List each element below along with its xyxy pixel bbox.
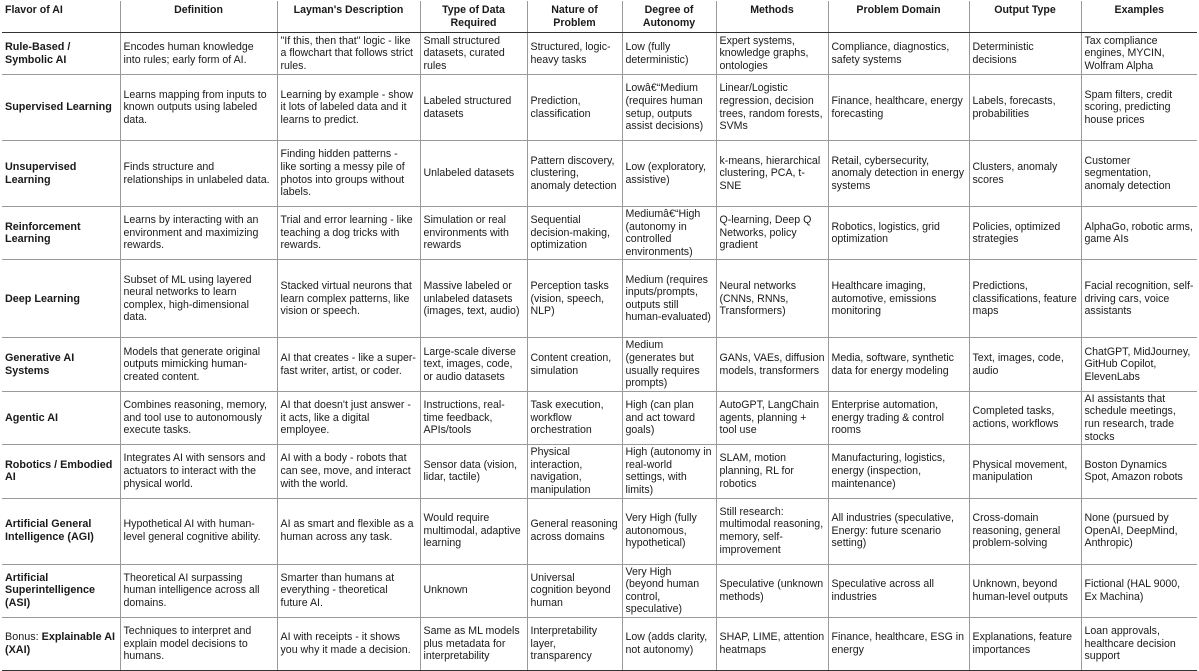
- examples-cell: Fictional (HAL 9000, Ex Machina): [1081, 564, 1197, 617]
- layman-cell: Stacked virtual neurons that learn complex patterns, like vision or speech.: [277, 260, 420, 338]
- layman-cell: Smarter than humans at everything - theoretical future AI.: [277, 564, 420, 617]
- domain-cell: Finance, healthcare, energy forecasting: [828, 75, 969, 141]
- methods-cell: k-means, hierarchical clustering, PCA, t-SNE: [716, 141, 828, 207]
- data-required-cell: Instructions, real-time feedback, APIs/tools: [420, 391, 527, 444]
- flavor-cell: [2, 617, 120, 670]
- header-domain: Problem Domain: [828, 1, 969, 33]
- flavor-cell: Deep Learning: [2, 260, 120, 338]
- problem-nature-cell: Perception tasks (vision, speech, NLP): [527, 260, 622, 338]
- header-row: [2, 1, 1197, 33]
- table-row: [2, 33, 1197, 75]
- examples-cell: Facial recognition, self-driving cars, voice assistants: [1081, 260, 1197, 338]
- ai-flavors-table: [2, 1, 1197, 671]
- definition-cell: Finds structure and relationships in unlabeled data.: [120, 141, 277, 207]
- layman-cell: Learning by example - show it lots of labeled data and it learns to predict.: [277, 75, 420, 141]
- methods-cell: Neural networks (CNNs, RNNs, Transformers): [716, 260, 828, 338]
- domain-cell: Healthcare imaging, automotive, emissions monitoring: [828, 260, 969, 338]
- table-row: [2, 207, 1197, 260]
- layman-cell: "If this, then that" logic - like a flowchart that follows strict rules.: [277, 33, 420, 75]
- layman-cell: AI that doesn't just answer - it acts, like a digital employee.: [277, 391, 420, 444]
- problem-nature-cell: Structured, logic-heavy tasks: [527, 33, 622, 75]
- methods-cell: Q-learning, Deep Q Networks, policy gradient: [716, 207, 828, 260]
- header-output: Output Type: [969, 1, 1081, 33]
- table-row: [2, 391, 1197, 444]
- table-row: [2, 338, 1197, 391]
- autonomy-cell: Very High (fully autonomous, hypothetical): [622, 498, 716, 564]
- table-row: [2, 617, 1197, 670]
- data-required-cell: Same as ML models plus metadata for interpretability: [420, 617, 527, 670]
- data-required-cell: Large-scale diverse text, images, code, or audio datasets: [420, 338, 527, 391]
- output-cell: Cross-domain reasoning, general problem-solving: [969, 498, 1081, 564]
- definition-cell: Combines reasoning, memory, and tool use to autonomously execute tasks.: [120, 391, 277, 444]
- output-cell: Explanations, feature importances: [969, 617, 1081, 670]
- problem-nature-cell: General reasoning across domains: [527, 498, 622, 564]
- definition-cell: Theoretical AI surpassing human intelligence across all domains.: [120, 564, 277, 617]
- output-cell: Policies, optimized strategies: [969, 207, 1081, 260]
- flavor-cell: Robotics / Embodied AI: [2, 445, 120, 498]
- domain-cell: Compliance, diagnostics, safety systems: [828, 33, 969, 75]
- methods-cell: SLAM, motion planning, RL for robotics: [716, 445, 828, 498]
- flavor-cell: Rule-Based / Symbolic AI: [2, 33, 120, 75]
- methods-cell: SHAP, LIME, attention heatmaps: [716, 617, 828, 670]
- problem-nature-cell: Content creation, simulation: [527, 338, 622, 391]
- autonomy-cell: High (can plan and act toward goals): [622, 391, 716, 444]
- definition-cell: Techniques to interpret and explain model decisions to humans.: [120, 617, 277, 670]
- examples-cell: Customer segmentation, anomaly detection: [1081, 141, 1197, 207]
- table-row: [2, 75, 1197, 141]
- layman-cell: AI that creates - like a super-fast writer, artist, or coder.: [277, 338, 420, 391]
- data-required-cell: Small structured datasets, curated rules: [420, 33, 527, 75]
- autonomy-cell: Lowâ€“Medium (requires human setup, outputs assist decisions): [622, 75, 716, 141]
- problem-nature-cell: Universal cognition beyond human: [527, 564, 622, 617]
- examples-cell: Tax compliance engines, MYCIN, Wolfram Alpha: [1081, 33, 1197, 75]
- methods-cell: Still research: multimodal reasoning, memory, self-improvement: [716, 498, 828, 564]
- problem-nature-cell: Physical interaction, navigation, manipulation: [527, 445, 622, 498]
- domain-cell: Enterprise automation, energy trading & control rooms: [828, 391, 969, 444]
- bonus-prefix: Bonus:: [5, 631, 42, 644]
- domain-cell: Media, software, synthetic data for energy modeling: [828, 338, 969, 391]
- layman-cell: AI with receipts - it shows you why it made a decision.: [277, 617, 420, 670]
- problem-nature-cell: Task execution, workflow orchestration: [527, 391, 622, 444]
- header-flavor: Flavor of AI: [2, 1, 120, 33]
- output-cell: Predictions, classifications, feature maps: [969, 260, 1081, 338]
- flavor-label: Explainable AI (XAI): [5, 631, 116, 656]
- definition-cell: Learns by interacting with an environment and maximizing rewards.: [120, 207, 277, 260]
- definition-cell: Learns mapping from inputs to known outputs using labeled data.: [120, 75, 277, 141]
- autonomy-cell: Low (fully deterministic): [622, 33, 716, 75]
- header-autonomy: Degree of Autonomy: [622, 1, 716, 33]
- flavor-cell: Unsupervised Learning: [2, 141, 120, 207]
- domain-cell: All industries (speculative, Energy: future scenario setting): [828, 498, 969, 564]
- output-cell: Text, images, code, audio: [969, 338, 1081, 391]
- definition-cell: Integrates AI with sensors and actuators to interact with the physical world.: [120, 445, 277, 498]
- data-required-cell: Sensor data (vision, lidar, tactile): [420, 445, 527, 498]
- header-problem-nature: Nature of Problem: [527, 1, 622, 33]
- problem-nature-cell: Pattern discovery, clustering, anomaly detection: [527, 141, 622, 207]
- examples-cell: Boston Dynamics Spot, Amazon robots: [1081, 445, 1197, 498]
- autonomy-cell: Medium (requires inputs/prompts, outputs still human-evaluated): [622, 260, 716, 338]
- data-required-cell: Labeled structured datasets: [420, 75, 527, 141]
- header-methods: Methods: [716, 1, 828, 33]
- output-cell: Deterministic decisions: [969, 33, 1081, 75]
- autonomy-cell: Very High (beyond human control, speculative): [622, 564, 716, 617]
- flavor-cell: Artificial General Intelligence (AGI): [2, 498, 120, 564]
- flavor-cell: Generative AI Systems: [2, 338, 120, 391]
- table-row: [2, 445, 1197, 498]
- table-row: [2, 141, 1197, 207]
- data-required-cell: Simulation or real environments with rewards: [420, 207, 527, 260]
- examples-cell: None (pursued by OpenAI, DeepMind, Anthropic): [1081, 498, 1197, 564]
- problem-nature-cell: Prediction, classification: [527, 75, 622, 141]
- problem-nature-cell: Sequential decision-making, optimization: [527, 207, 622, 260]
- examples-cell: AlphaGo, robotic arms, game AIs: [1081, 207, 1197, 260]
- data-required-cell: Unlabeled datasets: [420, 141, 527, 207]
- flavor-cell: Reinforcement Learning: [2, 207, 120, 260]
- layman-cell: Trial and error learning - like teaching a dog tricks with rewards.: [277, 207, 420, 260]
- definition-cell: Hypothetical AI with human-level general cognitive ability.: [120, 498, 277, 564]
- header-examples: Examples: [1081, 1, 1197, 33]
- layman-cell: Finding hidden patterns - like sorting a messy pile of photos into groups without labels.: [277, 141, 420, 207]
- output-cell: Physical movement, manipulation: [969, 445, 1081, 498]
- definition-cell: Encodes human knowledge into rules; early form of AI.: [120, 33, 277, 75]
- table-row: [2, 260, 1197, 338]
- autonomy-cell: Medium (generates but usually requires prompts): [622, 338, 716, 391]
- definition-cell: Subset of ML using layered neural networks to learn complex, high-dimensional data.: [120, 260, 277, 338]
- methods-cell: GANs, VAEs, diffusion models, transformers: [716, 338, 828, 391]
- examples-cell: Spam filters, credit scoring, predicting house prices: [1081, 75, 1197, 141]
- autonomy-cell: Mediumâ€“High (autonomy in controlled environments): [622, 207, 716, 260]
- methods-cell: Speculative (unknown methods): [716, 564, 828, 617]
- domain-cell: Retail, cybersecurity, anomaly detection in energy systems: [828, 141, 969, 207]
- domain-cell: Manufacturing, logistics, energy (inspection, maintenance): [828, 445, 969, 498]
- output-cell: Labels, forecasts, probabilities: [969, 75, 1081, 141]
- methods-cell: Linear/Logistic regression, decision trees, random forests, SVMs: [716, 75, 828, 141]
- data-required-cell: Unknown: [420, 564, 527, 617]
- flavor-cell: Supervised Learning: [2, 75, 120, 141]
- methods-cell: Expert systems, knowledge graphs, ontologies: [716, 33, 828, 75]
- header-data-required: Type of Data Required: [420, 1, 527, 33]
- header-layman: Layman's Description: [277, 1, 420, 33]
- methods-cell: AutoGPT, LangChain agents, planning + tool use: [716, 391, 828, 444]
- domain-cell: Speculative across all industries: [828, 564, 969, 617]
- domain-cell: Finance, healthcare, ESG in energy: [828, 617, 969, 670]
- flavor-cell: Agentic AI: [2, 391, 120, 444]
- table-row: [2, 564, 1197, 617]
- definition-cell: Models that generate original outputs mimicking human-created content.: [120, 338, 277, 391]
- examples-cell: ChatGPT, MidJourney, GitHub Copilot, ElevenLabs: [1081, 338, 1197, 391]
- autonomy-cell: Low (adds clarity, not autonomy): [622, 617, 716, 670]
- flavor-cell: Artificial Superintelligence (ASI): [2, 564, 120, 617]
- output-cell: Clusters, anomaly scores: [969, 141, 1081, 207]
- autonomy-cell: High (autonomy in real-world settings, with limits): [622, 445, 716, 498]
- data-required-cell: Massive labeled or unlabeled datasets (images, text, audio): [420, 260, 527, 338]
- data-required-cell: Would require multimodal, adaptive learning: [420, 498, 527, 564]
- output-cell: Completed tasks, actions, workflows: [969, 391, 1081, 444]
- header-definition: Definition: [120, 1, 277, 33]
- layman-cell: AI as smart and flexible as a human across any task.: [277, 498, 420, 564]
- output-cell: Unknown, beyond human-level outputs: [969, 564, 1081, 617]
- problem-nature-cell: Interpretability layer, transparency: [527, 617, 622, 670]
- layman-cell: AI with a body - robots that can see, move, and interact with the world.: [277, 445, 420, 498]
- examples-cell: Loan approvals, healthcare decision support: [1081, 617, 1197, 670]
- domain-cell: Robotics, logistics, grid optimization: [828, 207, 969, 260]
- examples-cell: AI assistants that schedule meetings, run research, trade stocks: [1081, 391, 1197, 444]
- table-row: [2, 498, 1197, 564]
- autonomy-cell: Low (exploratory, assistive): [622, 141, 716, 207]
